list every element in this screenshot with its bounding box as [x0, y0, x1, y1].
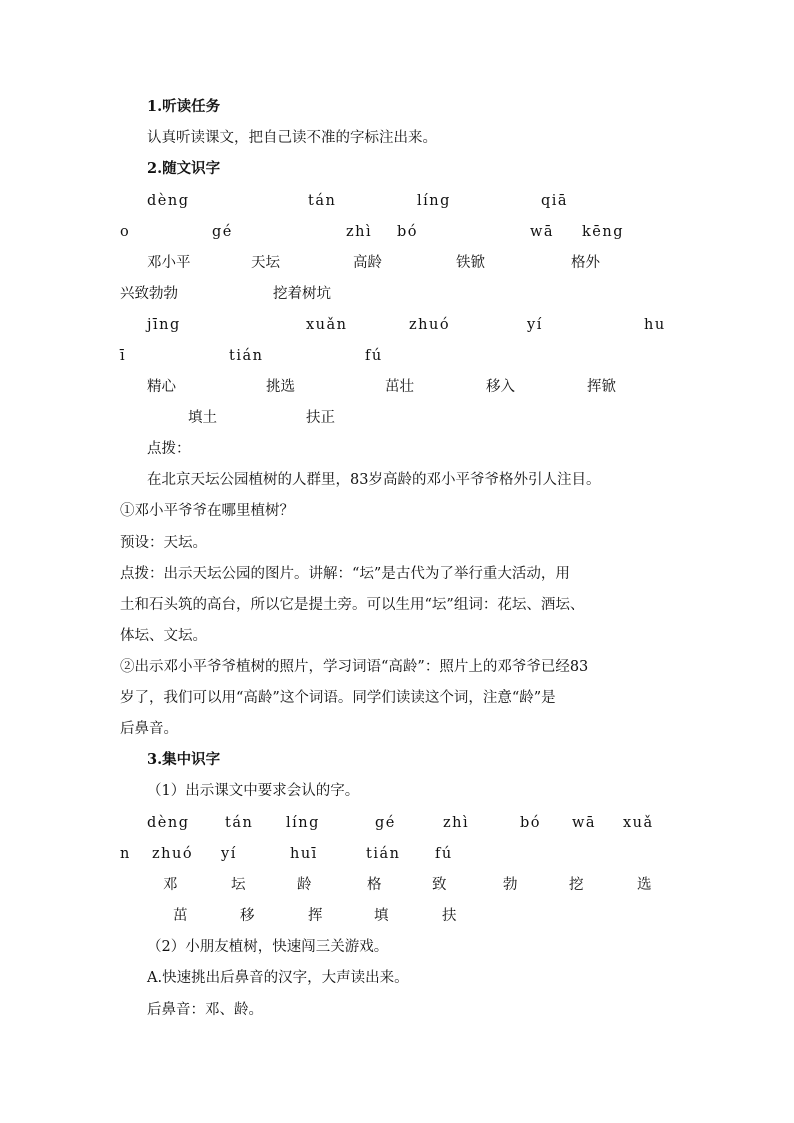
context-text: 在北京天坛公园植树的人群里，83岁高龄的邓小平爷爷格外引人注目。	[147, 472, 601, 488]
pinyin: ī	[120, 348, 127, 364]
explain-line: 点拨：出示天坛公园的图片。讲解：“坛”是古代为了举行重大活动，用	[120, 566, 570, 582]
pinyin: xuǎ	[623, 815, 654, 831]
heading-text-literacy: 2.随文识字	[147, 160, 221, 177]
pinyin: zhì	[346, 224, 373, 240]
question-2-line: ②出示邓小平爷爷植树的照片，学习词语“高龄”：照片上的邓爷爷已经83	[120, 659, 589, 675]
question-2-line: 后鼻音。	[120, 721, 178, 737]
sub-step-2: （2）小朋友植树，快速闯三关游戏。	[147, 939, 389, 955]
pinyin: fú	[435, 846, 453, 862]
char: 坛	[231, 877, 246, 893]
pinyin: zhuó	[152, 846, 194, 862]
pinyin: n	[120, 846, 131, 862]
word: 邓小平	[147, 255, 191, 271]
pinyin: tián	[229, 348, 264, 364]
char: 致	[432, 877, 447, 893]
char: 选	[637, 877, 652, 893]
word: 挑选	[266, 379, 295, 395]
pinyin: wā	[572, 815, 597, 831]
pinyin: tián	[366, 846, 401, 862]
word: 移入	[486, 379, 515, 395]
char: 移	[240, 908, 255, 924]
word: 高龄	[353, 255, 382, 271]
word: 格外	[571, 255, 600, 271]
pinyin: jīng	[147, 317, 181, 333]
pinyin: zhuó	[409, 317, 451, 333]
pinyin: líng	[286, 815, 320, 831]
pinyin: gé	[375, 815, 396, 831]
word: 茁壮	[385, 379, 414, 395]
word: 兴致勃勃	[120, 286, 178, 302]
explain-line: 土和石头筑的高台，所以它是提土旁。可以生用“坛”组词：花坛、酒坛、	[120, 597, 585, 613]
listen-task-text: 认真听读课文，把自己读不准的字标注出来。	[147, 130, 437, 146]
pinyin: gé	[212, 224, 233, 240]
char: 龄	[297, 877, 312, 893]
pinyin: wā	[530, 224, 555, 240]
pinyin: yí	[527, 317, 543, 333]
preset-answer: 预设：天坛。	[120, 535, 207, 551]
pinyin: bó	[520, 815, 542, 831]
heading-focused-literacy: 3.集中识字	[147, 751, 221, 768]
question-1: ①邓小平爷爷在哪里植树？	[120, 503, 294, 519]
char: 茁	[173, 908, 188, 924]
explain-line: 体坛、文坛。	[120, 628, 207, 644]
word: 挖着树坑	[273, 286, 331, 302]
word: 扶正	[306, 410, 335, 426]
char: 挥	[308, 908, 323, 924]
char: 格	[367, 877, 382, 893]
word: 天坛	[251, 255, 280, 271]
sub-step-1: （1）出示课文中要求会认的字。	[147, 783, 360, 799]
pinyin: zhì	[443, 815, 470, 831]
question-2-line: 岁了，我们可以用“高龄”这个词语。同学们读读这个词，注意“龄”是	[120, 690, 556, 706]
pinyin: xuǎn	[306, 317, 348, 333]
char: 扶	[442, 908, 457, 924]
heading-listen-task: 1.听读任务	[147, 98, 221, 115]
pinyin: bó	[397, 224, 419, 240]
pinyin: o	[120, 224, 131, 240]
back-nasal-answer: 后鼻音：邓、龄。	[147, 1002, 263, 1018]
pinyin: huī	[290, 846, 318, 862]
pinyin: kēng	[582, 224, 624, 240]
game-step-a: A.快速挑出后鼻音的汉字，大声读出来。	[147, 970, 409, 986]
char: 邓	[163, 877, 178, 893]
pinyin: tán	[225, 815, 254, 831]
char: 勃	[503, 877, 518, 893]
pinyin: tán	[308, 193, 337, 209]
pinyin: líng	[417, 193, 451, 209]
word: 填土	[188, 410, 217, 426]
pinyin: fú	[365, 348, 383, 364]
pinyin: qiā	[541, 193, 569, 209]
pinyin: yí	[221, 846, 237, 862]
tip-label: 点拨：	[147, 441, 191, 457]
word: 精心	[147, 379, 176, 395]
pinyin: dèng	[147, 815, 190, 831]
pinyin: hu	[644, 317, 666, 333]
word: 铁锨	[456, 255, 485, 271]
pinyin: dèng	[147, 193, 190, 209]
char: 挖	[569, 877, 584, 893]
char: 填	[374, 908, 389, 924]
word: 挥锨	[587, 379, 616, 395]
